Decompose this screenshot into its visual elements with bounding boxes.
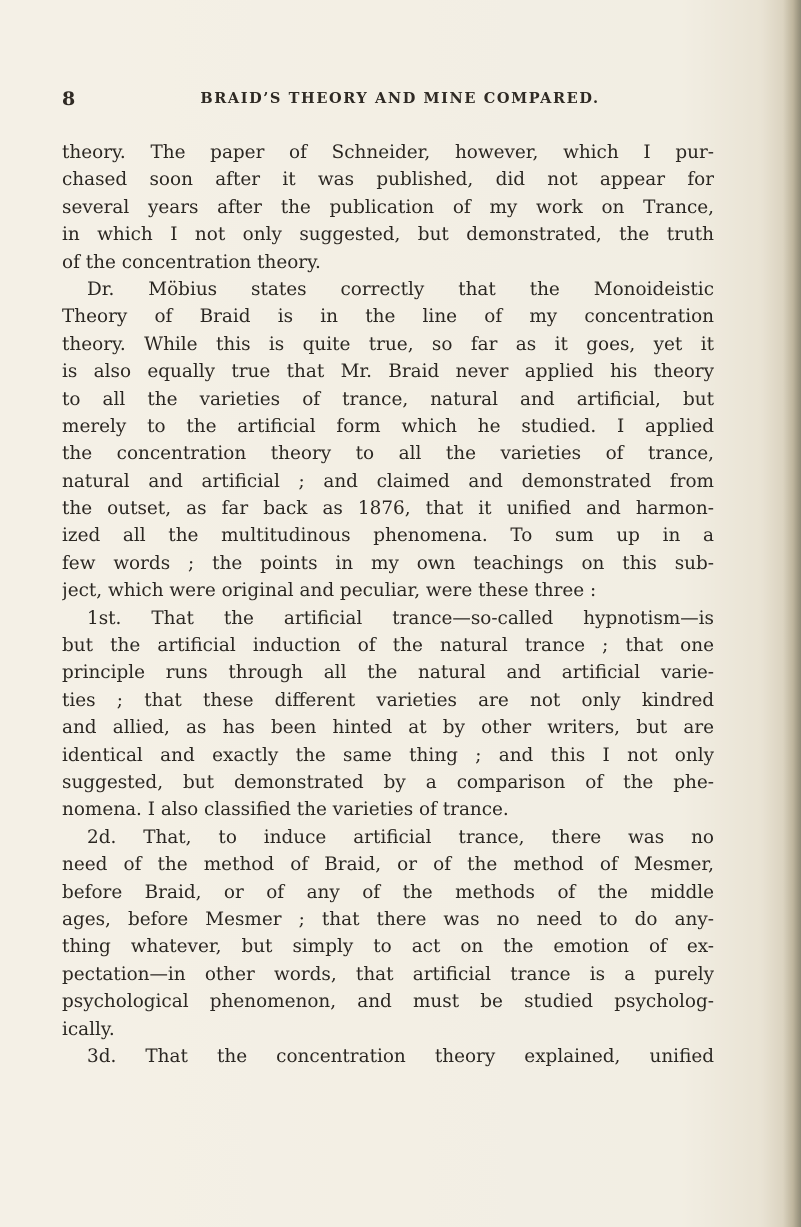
text-line: the concentration theory to all the varieties of trance, — [62, 443, 714, 465]
text-line: thing whatever, but simply to act on the emotion of ex- — [62, 936, 714, 958]
text-line: natural and artificial ; and claimed and demonstrated from — [62, 470, 714, 492]
text-line: ically. — [62, 1018, 115, 1040]
text-line: theory. The paper of Schneider, however, which I pur- — [62, 142, 714, 163]
running-head: BRAID’S THEORY AND MINE COMPARED. — [200, 90, 600, 107]
text-line: Theory of Braid is in the line of my concentration — [62, 306, 714, 328]
text-line: nomena. I also classified the varieties of trance. — [62, 799, 509, 821]
text-line: 3d. That the concentration theory explained, unified — [87, 1045, 714, 1067]
text-line: merely to the artificial form which he studied. I applied — [62, 415, 714, 437]
text-line: 1st. That the artificial trance—so-called hypnotism—is — [87, 607, 714, 629]
page-number: 8 — [62, 88, 76, 110]
text-line: to all the varieties of trance, natural and artificial, but — [62, 388, 714, 410]
text-line: Dr. Möbius states correctly that the Monoideistic — [87, 278, 714, 300]
text-line: few words ; the points in my own teachings on this sub- — [62, 552, 714, 574]
text-line: ized all the multitudinous phenomena. To sum up in a — [62, 525, 714, 547]
text-line: theory. While this is quite true, so far as it goes, yet it — [62, 333, 714, 355]
text-line: is also equally true that Mr. Braid never applied his theory — [62, 361, 714, 383]
body-text — [62, 139, 714, 1070]
text-line: 2d. That, to induce artificial trance, there was no — [87, 826, 714, 848]
text-line: and allied, as has been hinted at by other writers, but are — [62, 717, 714, 739]
text-line: ties ; that these different varieties are not only kindred — [62, 689, 714, 711]
text-line: pectation—in other words, that artificial trance is a purely — [62, 963, 714, 985]
text-line: psychological phenomenon, and must be studied psycholog- — [62, 991, 714, 1013]
page-edge-shadow — [783, 0, 801, 1227]
text-line: the outset, as far back as 1876, that it unified and harmon- — [62, 498, 714, 520]
text-line: ages, before Mesmer ; that there was no need to do any- — [62, 908, 714, 930]
text-line: before Braid, or of any of the methods of the middle — [62, 881, 714, 903]
text-line: in which I not only suggested, but demonstrated, the truth — [62, 224, 714, 246]
text-line: several years after the publication of my work on Trance, — [62, 196, 714, 218]
text-line: suggested, but demonstrated by a comparison of the phe- — [62, 771, 714, 793]
text-line: ject, which were original and peculiar, were these three : — [62, 580, 597, 602]
text-line: identical and exactly the same thing ; and this I not only — [62, 744, 714, 766]
text-line: chased soon after it was published, did not appear for — [62, 169, 714, 191]
page-header — [62, 88, 702, 114]
text-line: of the concentration theory. — [62, 251, 321, 273]
text-line: but the artificial induction of the natural trance ; that one — [62, 635, 714, 657]
text-line: principle runs through all the natural and artificial varie- — [62, 662, 714, 684]
text-line: need of the method of Braid, or of the method of Mesmer, — [62, 854, 714, 876]
